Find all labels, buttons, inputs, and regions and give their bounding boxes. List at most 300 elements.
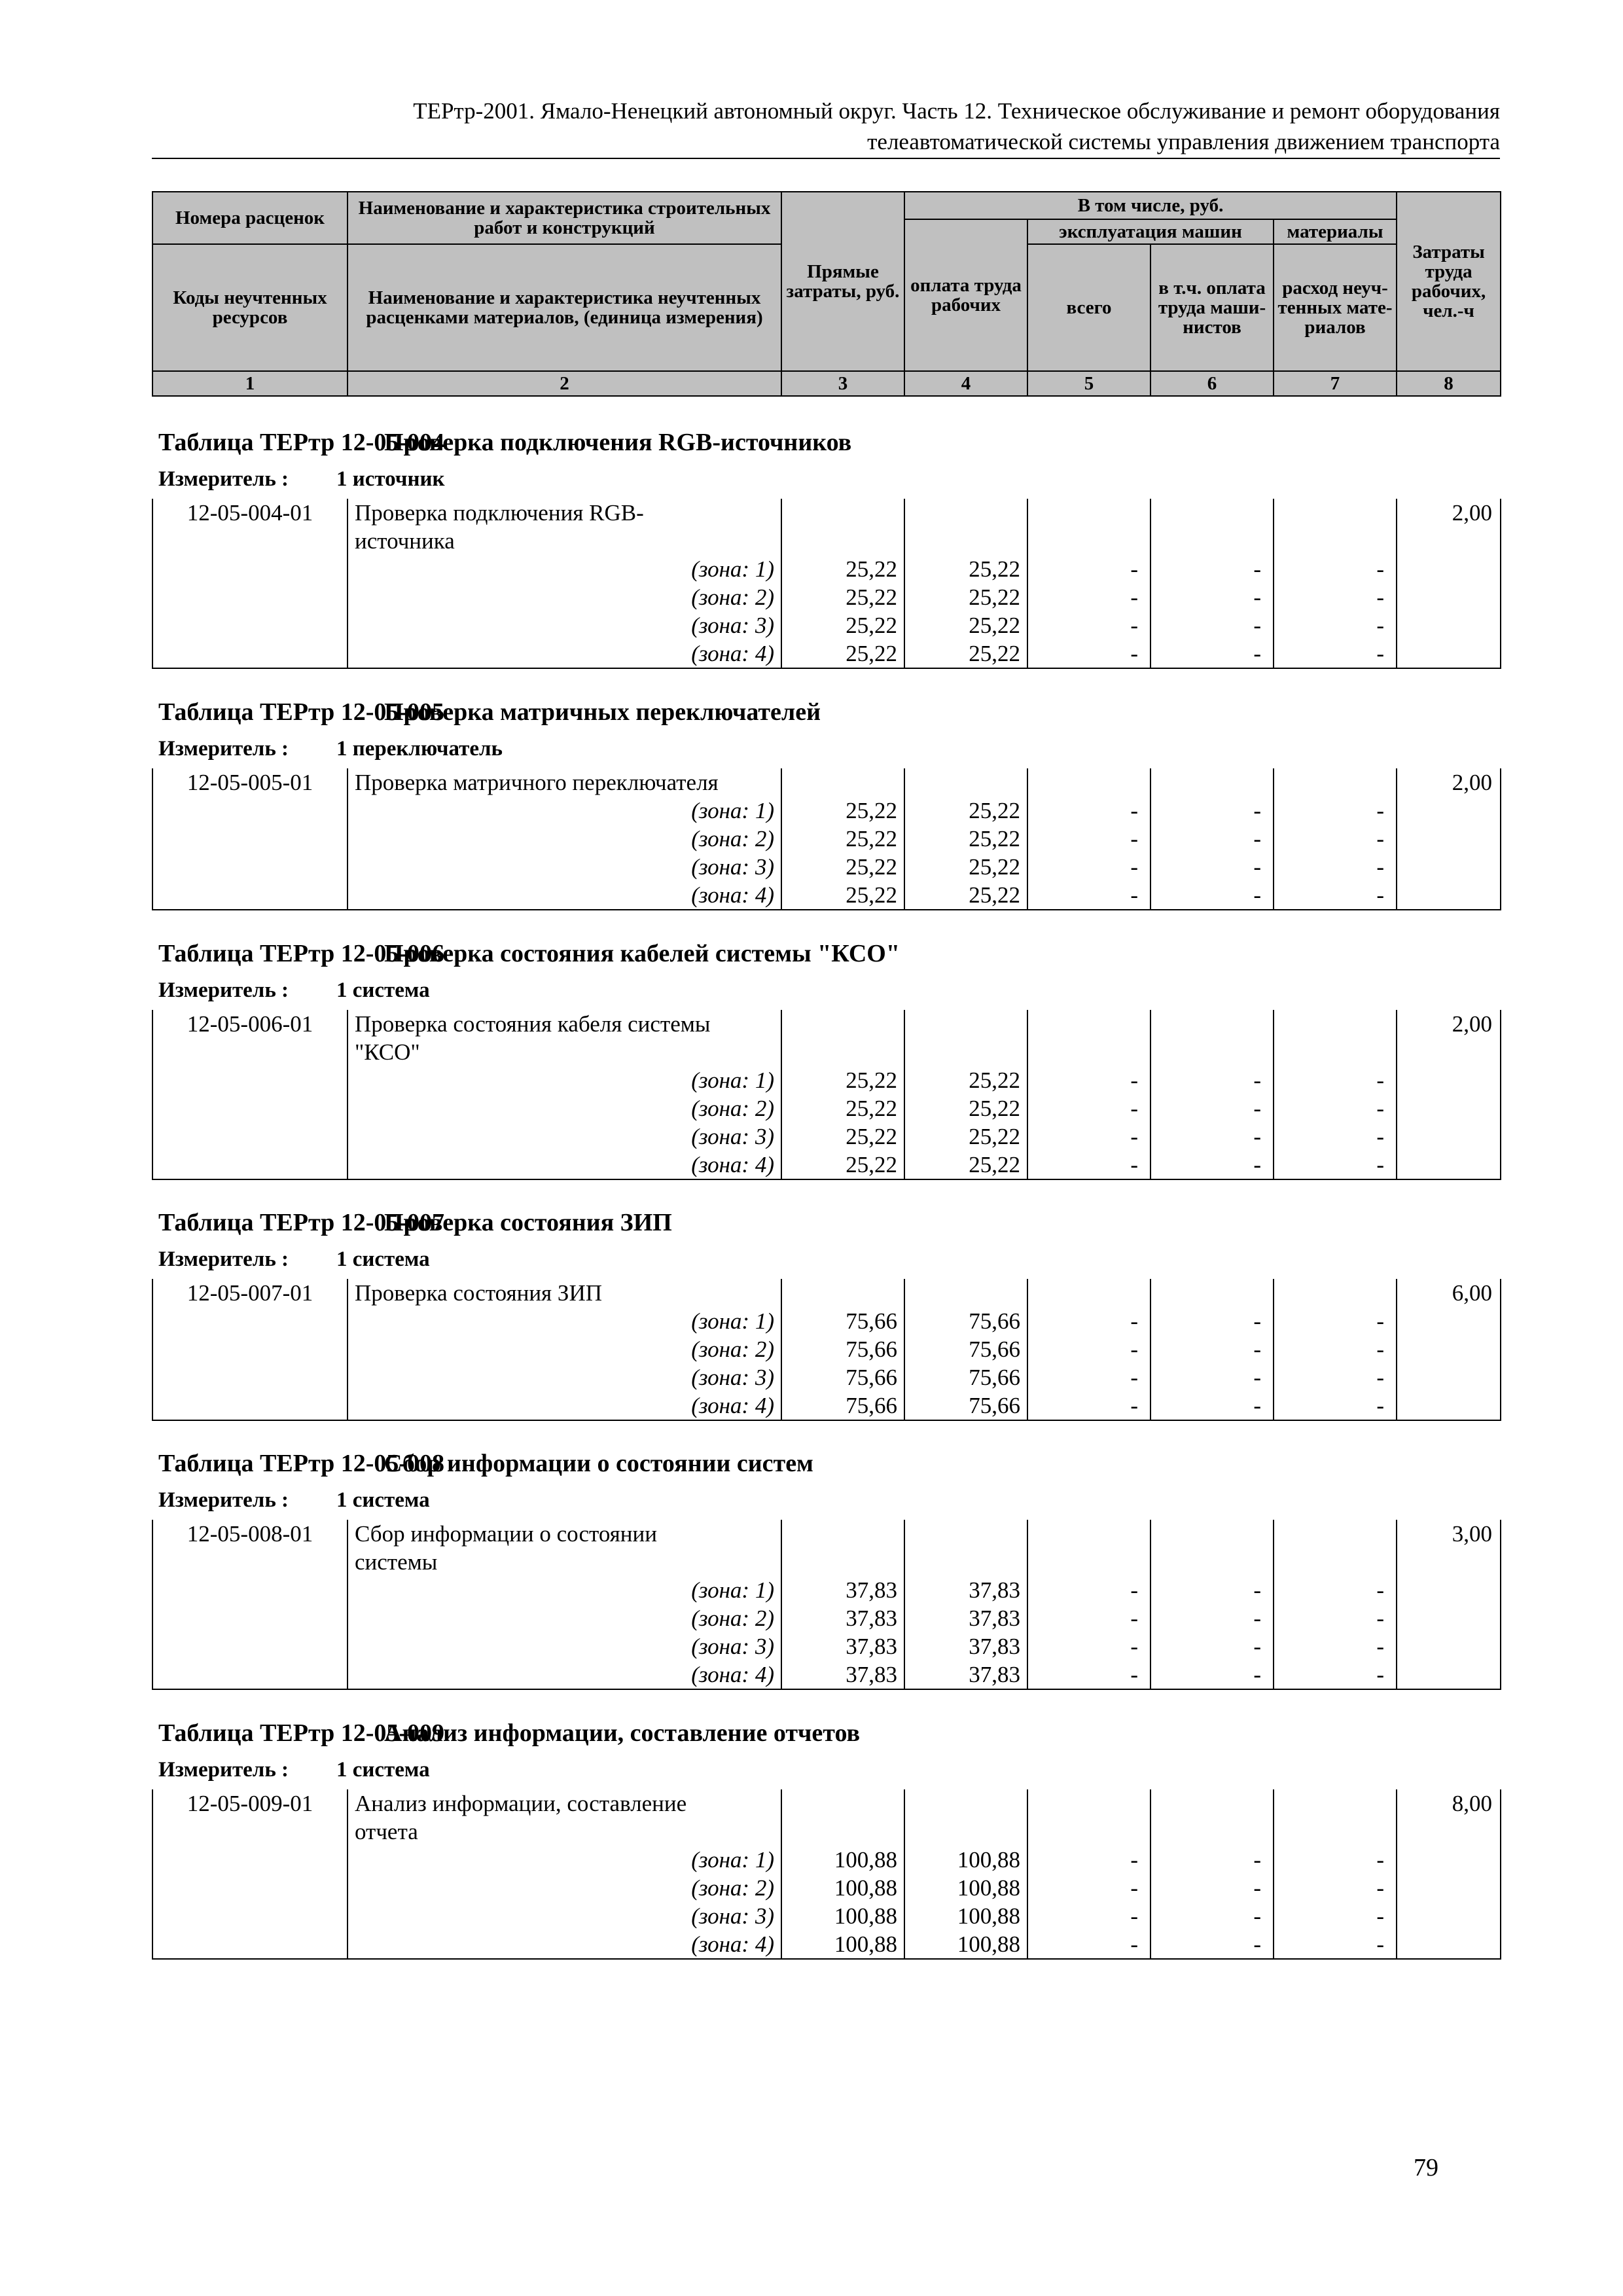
table-row — [152, 1279, 1501, 1307]
table-row — [152, 1789, 1501, 1846]
materials-use: - — [1274, 1874, 1397, 1902]
zone-label: (зона: 4) — [348, 639, 781, 668]
zone-label: (зона: 4) — [348, 1930, 781, 1959]
machines-header: эксплуатация машин — [1027, 219, 1274, 244]
machinist-pay: - — [1150, 1066, 1274, 1094]
materials-use: - — [1274, 1391, 1397, 1420]
materials-use: - — [1274, 1307, 1397, 1335]
empty-cell — [152, 881, 348, 910]
machines-total: - — [1027, 1151, 1150, 1179]
rate-code: 12-05-006-01 — [152, 1010, 348, 1066]
direct-cost: 100,88 — [781, 1874, 904, 1902]
direct-cost: 25,22 — [781, 611, 904, 639]
measure-label: Измеритель : — [158, 1247, 289, 1271]
machinist-pay: - — [1150, 1632, 1274, 1660]
empty-cell — [1397, 1391, 1501, 1420]
col-number-8: 8 — [1397, 371, 1501, 396]
zone-row — [152, 1576, 1501, 1604]
direct-cost: 100,88 — [781, 1930, 904, 1959]
empty-cell — [1150, 1279, 1274, 1307]
zone-row — [152, 555, 1501, 583]
header-rule — [152, 158, 1500, 159]
empty-cell — [152, 1874, 348, 1902]
col-number-1: 1 — [152, 371, 348, 396]
zone-row — [152, 639, 1501, 668]
machinist-pay: - — [1150, 1902, 1274, 1930]
empty-cell — [781, 1010, 904, 1066]
empty-cell — [1397, 1632, 1501, 1660]
materials-use: - — [1274, 1122, 1397, 1151]
empty-cell — [152, 1151, 348, 1179]
direct-cost: 75,66 — [781, 1363, 904, 1391]
zone-row — [152, 853, 1501, 881]
empty-cell — [781, 1279, 904, 1307]
direct-cost: 25,22 — [781, 583, 904, 611]
empty-cell — [1397, 1660, 1501, 1689]
table-code: Таблица ТЕРтр 12-05-009 — [158, 1719, 445, 1747]
empty-cell — [152, 853, 348, 881]
empty-cell — [1397, 1902, 1501, 1930]
page-number: 79 — [1414, 2154, 1438, 2181]
empty-cell — [1027, 768, 1150, 797]
zone-label: (зона: 1) — [348, 797, 781, 825]
zone-label: (зона: 4) — [348, 1391, 781, 1420]
empty-cell — [1397, 1363, 1501, 1391]
measure-line — [158, 1247, 430, 1272]
machines-total: - — [1027, 1122, 1150, 1151]
worker-pay: 37,83 — [904, 1604, 1027, 1632]
measure-line — [158, 737, 503, 761]
empty-cell — [1397, 1576, 1501, 1604]
zone-row — [152, 1604, 1501, 1632]
labor-cost: 6,00 — [1397, 1279, 1501, 1307]
zone-row — [152, 825, 1501, 853]
direct-cost: 25,22 — [781, 797, 904, 825]
rate-code: 12-05-008-01 — [152, 1520, 348, 1576]
col1-header-bottom: Коды неучтенных ресурсов — [152, 244, 348, 371]
zone-label: (зона: 2) — [348, 1874, 781, 1902]
table-heading — [158, 1208, 672, 1237]
empty-cell — [904, 1279, 1027, 1307]
work-name-line: Анализ информации, составление — [355, 1791, 687, 1816]
worker-pay: 25,22 — [904, 881, 1027, 910]
worker-pay: 25,22 — [904, 583, 1027, 611]
zone-label: (зона: 4) — [348, 881, 781, 910]
zone-label: (зона: 4) — [348, 1151, 781, 1179]
direct-cost: 37,83 — [781, 1632, 904, 1660]
labor-cost: 8,00 — [1397, 1789, 1501, 1846]
zone-label: (зона: 3) — [348, 1363, 781, 1391]
empty-cell — [152, 583, 348, 611]
col3-header: Прямые затраты, руб. — [781, 192, 904, 371]
empty-cell — [152, 639, 348, 668]
empty-cell — [152, 1122, 348, 1151]
empty-cell — [152, 1094, 348, 1122]
machines-total: - — [1027, 1604, 1150, 1632]
worker-pay: 25,22 — [904, 555, 1027, 583]
machines-total: - — [1027, 555, 1150, 583]
table-code: Таблица ТЕРтр 12-05-004 — [158, 429, 445, 456]
work-name-line: Проверка состояния ЗИП — [355, 1280, 602, 1306]
measure-label: Измеритель : — [158, 467, 289, 491]
empty-cell — [904, 499, 1027, 555]
empty-cell — [1397, 1335, 1501, 1363]
measure-line — [158, 978, 430, 1003]
materials-use: - — [1274, 1094, 1397, 1122]
table-code: Таблица ТЕРтр 12-05-007 — [158, 1209, 445, 1236]
column-header-table — [152, 191, 1501, 397]
zone-row — [152, 1391, 1501, 1420]
zone-row — [152, 611, 1501, 639]
zone-row — [152, 1335, 1501, 1363]
materials-use: - — [1274, 853, 1397, 881]
col2-header-bottom: Наименование и характеристика неучтенных расценками материалов, (единица измерения) — [348, 244, 781, 371]
machinist-pay: - — [1150, 881, 1274, 910]
work-name-line: источника — [355, 528, 455, 554]
empty-cell — [1397, 1874, 1501, 1902]
materials-use: - — [1274, 797, 1397, 825]
zone-row — [152, 1122, 1501, 1151]
materials-use: - — [1274, 881, 1397, 910]
machines-total: - — [1027, 611, 1150, 639]
machinist-pay: - — [1150, 583, 1274, 611]
machines-total: - — [1027, 1066, 1150, 1094]
direct-cost: 75,66 — [781, 1307, 904, 1335]
direct-cost: 100,88 — [781, 1902, 904, 1930]
materials-use: - — [1274, 611, 1397, 639]
empty-cell — [1274, 1789, 1397, 1846]
work-name-line: системы — [355, 1549, 438, 1575]
machines-total: - — [1027, 881, 1150, 910]
empty-cell — [1397, 853, 1501, 881]
machinist-pay: - — [1150, 825, 1274, 853]
machinist-pay: - — [1150, 555, 1274, 583]
empty-cell — [1397, 881, 1501, 910]
machinist-pay: - — [1150, 1576, 1274, 1604]
empty-cell — [1397, 1846, 1501, 1874]
materials-use: - — [1274, 1604, 1397, 1632]
worker-pay: 25,22 — [904, 797, 1027, 825]
machinist-pay: - — [1150, 1307, 1274, 1335]
empty-cell — [904, 1789, 1027, 1846]
machinist-pay: - — [1150, 1094, 1274, 1122]
table-code: Таблица ТЕРтр 12-05-005 — [158, 698, 445, 726]
work-name — [348, 1279, 781, 1307]
machines-total: - — [1027, 853, 1150, 881]
materials-use: - — [1274, 555, 1397, 583]
worker-pay: 25,22 — [904, 825, 1027, 853]
work-name — [348, 499, 781, 555]
empty-cell — [152, 1307, 348, 1335]
zone-label: (зона: 1) — [348, 1307, 781, 1335]
worker-pay: 25,22 — [904, 1066, 1027, 1094]
zone-label: (зона: 2) — [348, 1094, 781, 1122]
rate-table — [152, 1789, 1501, 1960]
work-name-line: отчета — [355, 1819, 418, 1844]
empty-cell — [152, 1902, 348, 1930]
zone-label: (зона: 4) — [348, 1660, 781, 1689]
rate-code: 12-05-004-01 — [152, 499, 348, 555]
col-number-5: 5 — [1027, 371, 1150, 396]
materials-use: - — [1274, 1660, 1397, 1689]
empty-cell — [1027, 1789, 1150, 1846]
machinist-pay: - — [1150, 1151, 1274, 1179]
empty-cell — [1397, 1151, 1501, 1179]
worker-pay: 100,88 — [904, 1930, 1027, 1959]
empty-cell — [152, 1604, 348, 1632]
measure-line — [158, 1758, 430, 1782]
empty-cell — [1274, 768, 1397, 797]
empty-cell — [904, 768, 1027, 797]
empty-cell — [1150, 768, 1274, 797]
labor-cost: 3,00 — [1397, 1520, 1501, 1576]
work-name — [348, 1010, 781, 1066]
empty-cell — [152, 1930, 348, 1959]
col1-header-top: Номера расценок — [152, 192, 348, 244]
empty-cell — [152, 1632, 348, 1660]
empty-cell — [152, 1660, 348, 1689]
zone-row — [152, 881, 1501, 910]
col4-header: оплата труда рабочих — [904, 219, 1027, 371]
work-name — [348, 1520, 781, 1576]
empty-cell — [904, 1010, 1027, 1066]
empty-cell — [1397, 797, 1501, 825]
empty-cell — [781, 768, 904, 797]
materials-use: - — [1274, 1846, 1397, 1874]
empty-cell — [1397, 825, 1501, 853]
empty-cell — [1397, 611, 1501, 639]
header-title-line1: ТЕРтр-2001. Ямало-Ненецкий автономный округ. Часть 12. Техническое обслуживание и ремонт оборудования — [413, 98, 1500, 124]
table-title: Проверка состояния кабелей системы "КСО" — [384, 940, 900, 967]
zone-row — [152, 1307, 1501, 1335]
zone-label: (зона: 3) — [348, 853, 781, 881]
machines-total: - — [1027, 1930, 1150, 1959]
direct-cost: 25,22 — [781, 639, 904, 668]
empty-cell — [1397, 1307, 1501, 1335]
worker-pay: 25,22 — [904, 1151, 1027, 1179]
zone-label: (зона: 3) — [348, 1632, 781, 1660]
empty-cell — [1397, 1930, 1501, 1959]
machinist-pay: - — [1150, 1930, 1274, 1959]
zone-row — [152, 1902, 1501, 1930]
direct-cost: 25,22 — [781, 825, 904, 853]
empty-cell — [1150, 1010, 1274, 1066]
empty-cell — [1027, 1279, 1150, 1307]
materials-use: - — [1274, 639, 1397, 668]
machines-total: - — [1027, 1902, 1150, 1930]
zone-label: (зона: 1) — [348, 555, 781, 583]
direct-cost: 25,22 — [781, 1122, 904, 1151]
worker-pay: 75,66 — [904, 1335, 1027, 1363]
measure-label: Измеритель : — [158, 978, 289, 1002]
empty-cell — [904, 1520, 1027, 1576]
empty-cell — [1397, 1066, 1501, 1094]
measure-value: 1 источник — [336, 467, 445, 491]
rate-code: 12-05-009-01 — [152, 1789, 348, 1846]
empty-cell — [152, 1335, 348, 1363]
zone-row — [152, 1094, 1501, 1122]
work-name — [348, 768, 781, 797]
empty-cell — [152, 1363, 348, 1391]
machines-total: - — [1027, 1846, 1150, 1874]
machinist-pay: - — [1150, 1335, 1274, 1363]
machines-total: - — [1027, 1335, 1150, 1363]
empty-cell — [1397, 639, 1501, 668]
worker-pay: 100,88 — [904, 1874, 1027, 1902]
header-title-line2: телеавтоматической системы управления движением транспорта — [867, 129, 1500, 154]
machines-total: - — [1027, 1632, 1150, 1660]
machines-total: - — [1027, 1391, 1150, 1420]
empty-cell — [1397, 1604, 1501, 1632]
col-number-3: 3 — [781, 371, 904, 396]
direct-cost: 37,83 — [781, 1604, 904, 1632]
col-number-2: 2 — [348, 371, 781, 396]
empty-cell — [1274, 1279, 1397, 1307]
machinist-pay: - — [1150, 1874, 1274, 1902]
zone-label: (зона: 2) — [348, 1335, 781, 1363]
col8-header: Затраты труда рабочих, чел.-ч — [1397, 192, 1501, 371]
machines-total: - — [1027, 1307, 1150, 1335]
zone-label: (зона: 1) — [348, 1066, 781, 1094]
measure-line — [158, 467, 444, 492]
rate-code: 12-05-007-01 — [152, 1279, 348, 1307]
table-title: Проверка состояния ЗИП — [384, 1209, 672, 1236]
col6-header: в т.ч. оплата труда маши-нистов — [1150, 244, 1274, 371]
direct-cost: 25,22 — [781, 1151, 904, 1179]
worker-pay: 25,22 — [904, 639, 1027, 668]
empty-cell — [152, 1846, 348, 1874]
direct-cost: 25,22 — [781, 853, 904, 881]
worker-pay: 37,83 — [904, 1632, 1027, 1660]
work-name-line: Проверка матричного переключателя — [355, 770, 719, 795]
measure-label: Измеритель : — [158, 737, 289, 761]
zone-row — [152, 1930, 1501, 1959]
work-name-line: "КСО" — [355, 1039, 420, 1065]
incl-header: В том числе, руб. — [904, 192, 1397, 219]
machinist-pay: - — [1150, 1604, 1274, 1632]
direct-cost: 100,88 — [781, 1846, 904, 1874]
empty-cell — [1027, 1520, 1150, 1576]
machines-total: - — [1027, 825, 1150, 853]
rate-code: 12-05-005-01 — [152, 768, 348, 797]
table-heading — [158, 428, 851, 457]
machines-total: - — [1027, 1576, 1150, 1604]
zone-row — [152, 1632, 1501, 1660]
machinist-pay: - — [1150, 1846, 1274, 1874]
table-heading — [158, 698, 821, 726]
worker-pay: 75,66 — [904, 1307, 1027, 1335]
empty-cell — [781, 1520, 904, 1576]
worker-pay: 25,22 — [904, 611, 1027, 639]
machines-total: - — [1027, 1094, 1150, 1122]
direct-cost: 37,83 — [781, 1576, 904, 1604]
measure-value: 1 система — [336, 1247, 430, 1271]
direct-cost: 25,22 — [781, 1094, 904, 1122]
rate-table — [152, 768, 1501, 910]
zone-row — [152, 1363, 1501, 1391]
rate-table — [152, 1520, 1501, 1690]
zone-label: (зона: 3) — [348, 611, 781, 639]
zone-label: (зона: 2) — [348, 1604, 781, 1632]
zone-row — [152, 583, 1501, 611]
machines-total: - — [1027, 1660, 1150, 1689]
empty-cell — [1397, 583, 1501, 611]
materials-use: - — [1274, 1151, 1397, 1179]
materials-header: материалы — [1274, 219, 1397, 244]
empty-cell — [1274, 499, 1397, 555]
materials-use: - — [1274, 1335, 1397, 1363]
empty-cell — [1150, 1520, 1274, 1576]
empty-cell — [152, 1576, 348, 1604]
empty-cell — [1397, 1122, 1501, 1151]
empty-cell — [781, 1789, 904, 1846]
table-row — [152, 1010, 1501, 1066]
col-number-4: 4 — [904, 371, 1027, 396]
table-code: Таблица ТЕРтр 12-05-008 — [158, 1450, 445, 1477]
machines-total: - — [1027, 797, 1150, 825]
empty-cell — [152, 825, 348, 853]
zone-label: (зона: 2) — [348, 583, 781, 611]
worker-pay: 75,66 — [904, 1391, 1027, 1420]
work-name-line: Проверка состояния кабеля системы — [355, 1011, 711, 1037]
materials-use: - — [1274, 1576, 1397, 1604]
table-title: Сбор информации о состоянии систем — [384, 1450, 813, 1477]
measure-value: 1 переключатель — [336, 737, 503, 761]
table-row — [152, 499, 1501, 555]
direct-cost: 25,22 — [781, 1066, 904, 1094]
table-code: Таблица ТЕРтр 12-05-006 — [158, 940, 445, 967]
machinist-pay: - — [1150, 1660, 1274, 1689]
direct-cost: 25,22 — [781, 555, 904, 583]
table-row — [152, 1520, 1501, 1576]
materials-use: - — [1274, 1930, 1397, 1959]
machinist-pay: - — [1150, 853, 1274, 881]
measure-value: 1 система — [336, 1758, 430, 1782]
zone-row — [152, 1660, 1501, 1689]
table-title: Проверка матричных переключателей — [384, 698, 821, 726]
zone-row — [152, 1874, 1501, 1902]
col2-header-top: Наименование и характеристика строительных работ и конструкций — [348, 192, 781, 244]
empty-cell — [1397, 1094, 1501, 1122]
measure-label: Измеритель : — [158, 1758, 289, 1782]
materials-use: - — [1274, 1066, 1397, 1094]
rate-table — [152, 1010, 1501, 1180]
col-number-6: 6 — [1150, 371, 1274, 396]
empty-cell — [781, 499, 904, 555]
direct-cost: 37,83 — [781, 1660, 904, 1689]
zone-label: (зона: 3) — [348, 1902, 781, 1930]
materials-use: - — [1274, 1902, 1397, 1930]
work-name-line: Проверка подключения RGB- — [355, 500, 644, 526]
zone-row — [152, 1066, 1501, 1094]
empty-cell — [1274, 1010, 1397, 1066]
empty-cell — [1027, 1010, 1150, 1066]
zone-row — [152, 797, 1501, 825]
table-heading — [158, 1719, 860, 1748]
machinist-pay: - — [1150, 797, 1274, 825]
labor-cost: 2,00 — [1397, 499, 1501, 555]
empty-cell — [152, 797, 348, 825]
worker-pay: 25,22 — [904, 1122, 1027, 1151]
machines-total: - — [1027, 1363, 1150, 1391]
work-name — [348, 1789, 781, 1846]
machines-total: - — [1027, 1874, 1150, 1902]
machinist-pay: - — [1150, 1391, 1274, 1420]
empty-cell — [152, 1391, 348, 1420]
col7-header: расход неуч-тенных мате-риалов — [1274, 244, 1397, 371]
materials-use: - — [1274, 1363, 1397, 1391]
table-title: Анализ информации, составление отчетов — [384, 1719, 861, 1747]
